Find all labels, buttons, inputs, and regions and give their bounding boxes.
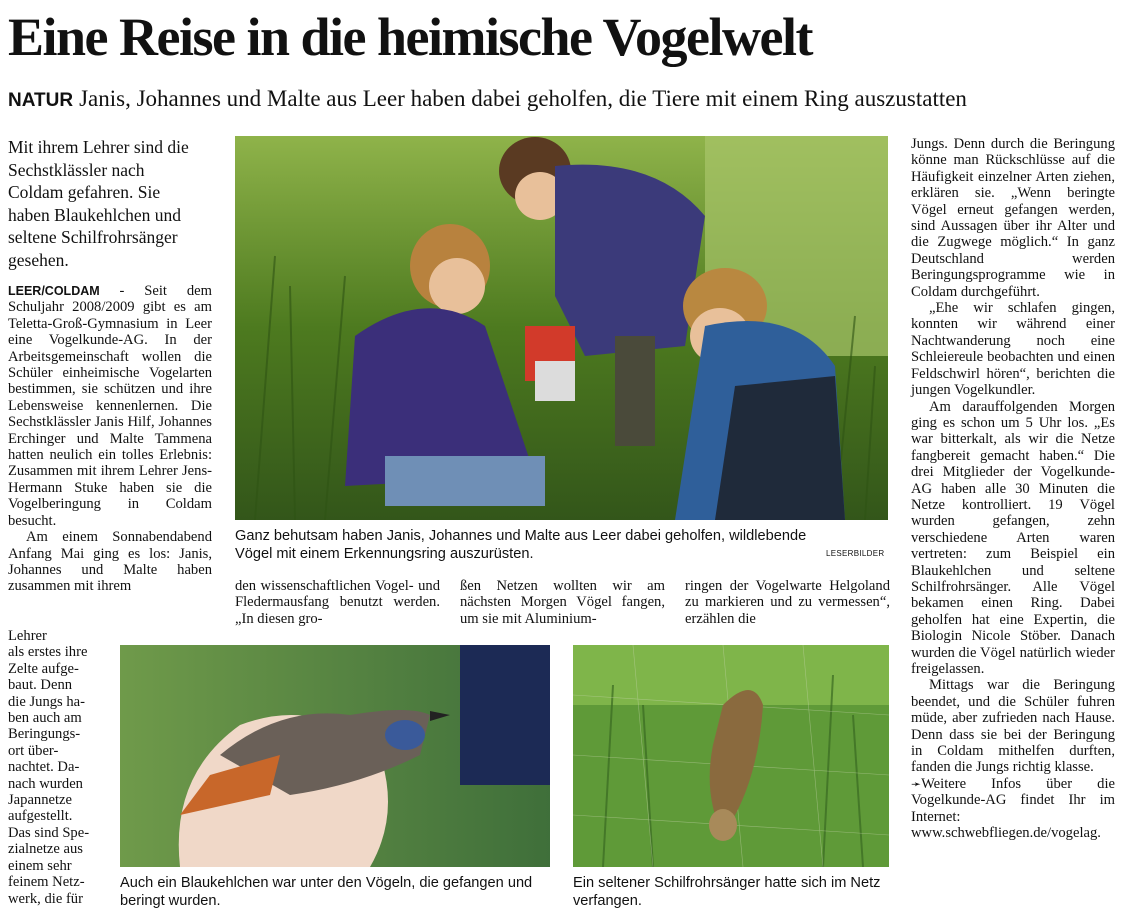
- paragraph: Am darauffolgenden Morgen ging es schon um 5 Uhr los. „Es war bitterkalt, als wir die Netze fangbereit gemacht haben.“ Die drei Mitglieder der Vogelkunde-AG haben alle 30 Minuten die Netze kontrolliert. 19 Vögel wurden gefangen, zehn verschiedene Arten waren vertreten: zum Beispiel ein Blaukehlchen und seltene Schilfrohrsänger. Alle Vögel bekamen einen Ring. Dabei geholfen hat eine Expertin, die Biologin Nicole Stöber. Danach wurden die Vögel natürlich wieder freigelassen.: [911, 398, 1115, 677]
- narrow-line: werk, die für: [8, 890, 83, 907]
- dateline: LEER/COLDAM: [8, 284, 100, 298]
- arrow-icon: ➛: [911, 776, 922, 791]
- photo-main: [235, 136, 888, 520]
- photo-credit: LESERBILDER: [826, 549, 885, 558]
- photo-bluethroat: [120, 645, 550, 867]
- intro-teaser: Mit ihrem Lehrer sind die Sechstklässler nach Coldam gefahren. Sie haben Blaukehlchen und seltene Schilfrohrsänger gesehen.: [8, 137, 189, 270]
- narrow-line: die Jungs ha-: [8, 693, 86, 710]
- subheadline: [8, 84, 1118, 116]
- headline: Eine Reise in die heimische Vogelwelt: [8, 7, 812, 67]
- narrow-line: als erstes ihre: [8, 644, 88, 661]
- narrow-line: Zelte aufge-: [8, 660, 79, 677]
- narrow-line: Japannetze: [8, 792, 73, 809]
- photo-boys-with-bird: [235, 136, 888, 520]
- paragraph: Jungs. Denn durch die Beringung könne man Rückschlüsse auf die Häufigkeit einzelner Arten ziehen, erklären sie. „Wenn beringte Vögel erneut gefangen werden, sind Aussagen über ihr Alter und die Zugwege möglich.“ In ganz Deutschland werden Beringungsprogramme wie in Coldam durchgeführt.: [911, 136, 1115, 300]
- caption-bluethroat: Auch ein Blaukehlchen war unter den Vögeln, die gefangen und beringt wurden.: [120, 875, 533, 909]
- caption-main: Ganz behutsam haben Janis, Johannes und Malte aus Leer dabei geholfen, wildlebende Vögel mit einem Erkennungsring auszurüsten.: [235, 528, 807, 562]
- kicker: NATUR: [8, 90, 74, 111]
- narrow-line: feinem Netz-: [8, 874, 85, 891]
- narrow-line: ort über-: [8, 742, 59, 759]
- info-text: Weitere Infos über die Vogelkunde-AG findet Ihr im Internet: www.schwebfliegen.de/vogelag.: [911, 775, 1115, 842]
- paragraph: „Ehe wir schlafen gingen, konnten wir während einer Nachtwanderung noch eine Schleiereule beobachten und einen Feldschwirl hören“, berichten die jungen Vogelkundler.: [911, 300, 1115, 399]
- photo-bluethroat-in-hand: [120, 645, 550, 867]
- narrow-line: nach wurden: [8, 775, 83, 792]
- narrow-line: Beringungs-: [8, 726, 81, 743]
- paragraph: [8, 283, 212, 529]
- info-paragraph: [911, 776, 1115, 842]
- column-5: [911, 136, 1115, 841]
- narrow-line: aufgestellt.: [8, 808, 73, 825]
- caption-warbler: Ein seltener Schilfrohrsänger hatte sich im Netz verfangen.: [573, 875, 881, 909]
- paragraph: Am einem Sonnabendabend Anfang Mai ging es los: Janis, Johannes und Malte haben zusammen mit ihrem: [8, 529, 212, 595]
- column-3: ßen Netzen wollten wir am nächsten Morgen Vögel fangen, um sie mit Aluminium-: [460, 578, 665, 627]
- narrow-line: baut. Denn: [8, 677, 73, 694]
- narrow-line: Lehrer: [8, 628, 47, 644]
- column-2: den wissenschaftlichen Vogel- und Fledermausfang benutzt werden. „In diesen gro-: [235, 578, 440, 627]
- column-1-narrow: [8, 628, 106, 907]
- column-1: [8, 283, 212, 595]
- photo-warbler-in-net: [573, 645, 889, 867]
- subheadline-text: Janis, Johannes und Malte aus Leer haben dabei geholfen, die Tiere mit einem Ring auszustatten: [79, 86, 967, 111]
- paragraph-text: - Seit dem Schuljahr 2008/2009 gibt es am Teletta-Groß-Gymnasium in Leer eine Vogelkunde-AG. In der Arbeitsgemeinschaft wollen die Schüler einheimische Vogelarten bestimmen, sie schützen und ihre Lebensweise kennenlernen. Die Sechstklässler Janis Hilf, Johannes Erchinger und Malte Tammena hatten neulich ein tolles Erlebnis: Zusammen mit ihrem Lehrer Jens-Hermann Stuke haben sie die Vogelberingung in Coldam besucht.: [8, 283, 212, 529]
- column-4: ringen der Vogelwarte Helgoland zu markieren und zu vermessen“, erzählen die: [685, 578, 890, 627]
- narrow-line: ben auch am: [8, 710, 82, 727]
- narrow-line: nachtet. Da-: [8, 759, 80, 776]
- narrow-line: Das sind Spe-: [8, 824, 90, 841]
- paragraph: Mittags war die Beringung beendet, und die Schüler fuhren müde, aber zufrieden nach Hause. Denn dass sie bei der Beringung in Coldam mithelfen durften, fanden die Jungs richtig klasse.: [911, 677, 1115, 776]
- narrow-line: zialnetze aus: [8, 841, 83, 858]
- narrow-line: einem sehr: [8, 857, 72, 874]
- photo-warbler: [573, 645, 889, 867]
